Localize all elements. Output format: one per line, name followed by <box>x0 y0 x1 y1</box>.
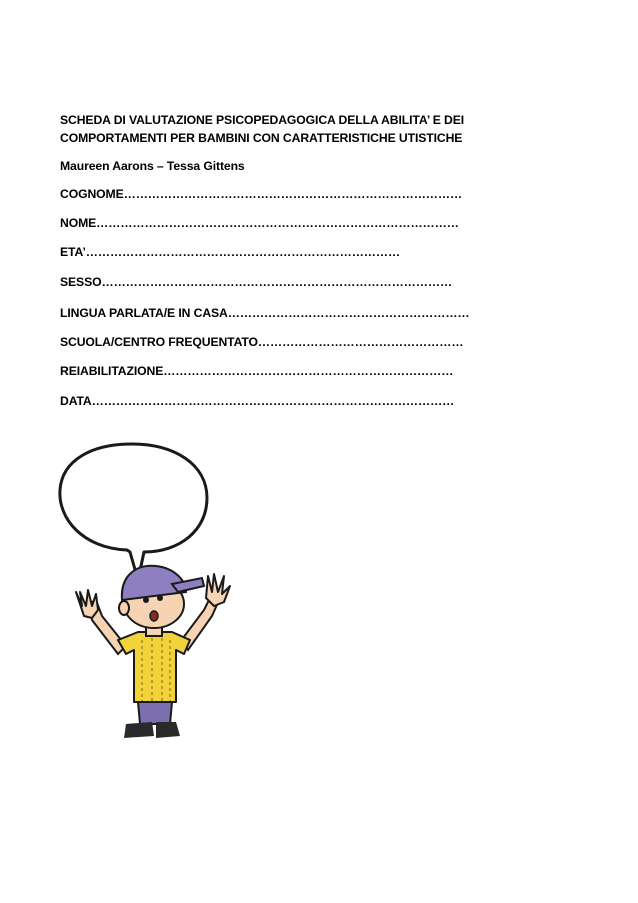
title-line-2: COMPORTAMENTI PER BAMBINI CON CARATTERISTICHE UTISTICHE <box>60 131 463 145</box>
field-sesso: SESSO…………………………………………………………………………… <box>60 275 453 289</box>
document-title <box>60 111 530 147</box>
title-line-1: SCHEDA DI VALUTAZIONE PSICOPEDAGOGICA DELLA ABILITA’ E DEI <box>60 113 465 127</box>
shirt-icon <box>118 632 190 702</box>
field-data: DATA……………………………………………………………………………… <box>60 394 455 408</box>
speech-bubble-icon <box>60 444 207 580</box>
field-nome: NOME……………………………………………………………………………… <box>60 216 459 230</box>
authors: Maureen Aarons – Tessa Gittens <box>60 159 245 173</box>
field-scuola: SCUOLA/CENTRO FREQUENTATO…………………………………………… <box>60 335 464 349</box>
cap-icon <box>122 566 204 600</box>
field-lingua: LINGUA PARLATA/E IN CASA…………………………………………………… <box>60 306 470 320</box>
field-eta: ETA’…………………………………………………………………… <box>60 245 401 259</box>
cartoon-boy-with-speech-bubble-icon <box>52 440 252 750</box>
field-cognome: COGNOME………………………………………………………………………… <box>60 187 463 201</box>
field-riabilitazione: REIABILITAZIONE……………………………………………………………… <box>60 364 454 378</box>
